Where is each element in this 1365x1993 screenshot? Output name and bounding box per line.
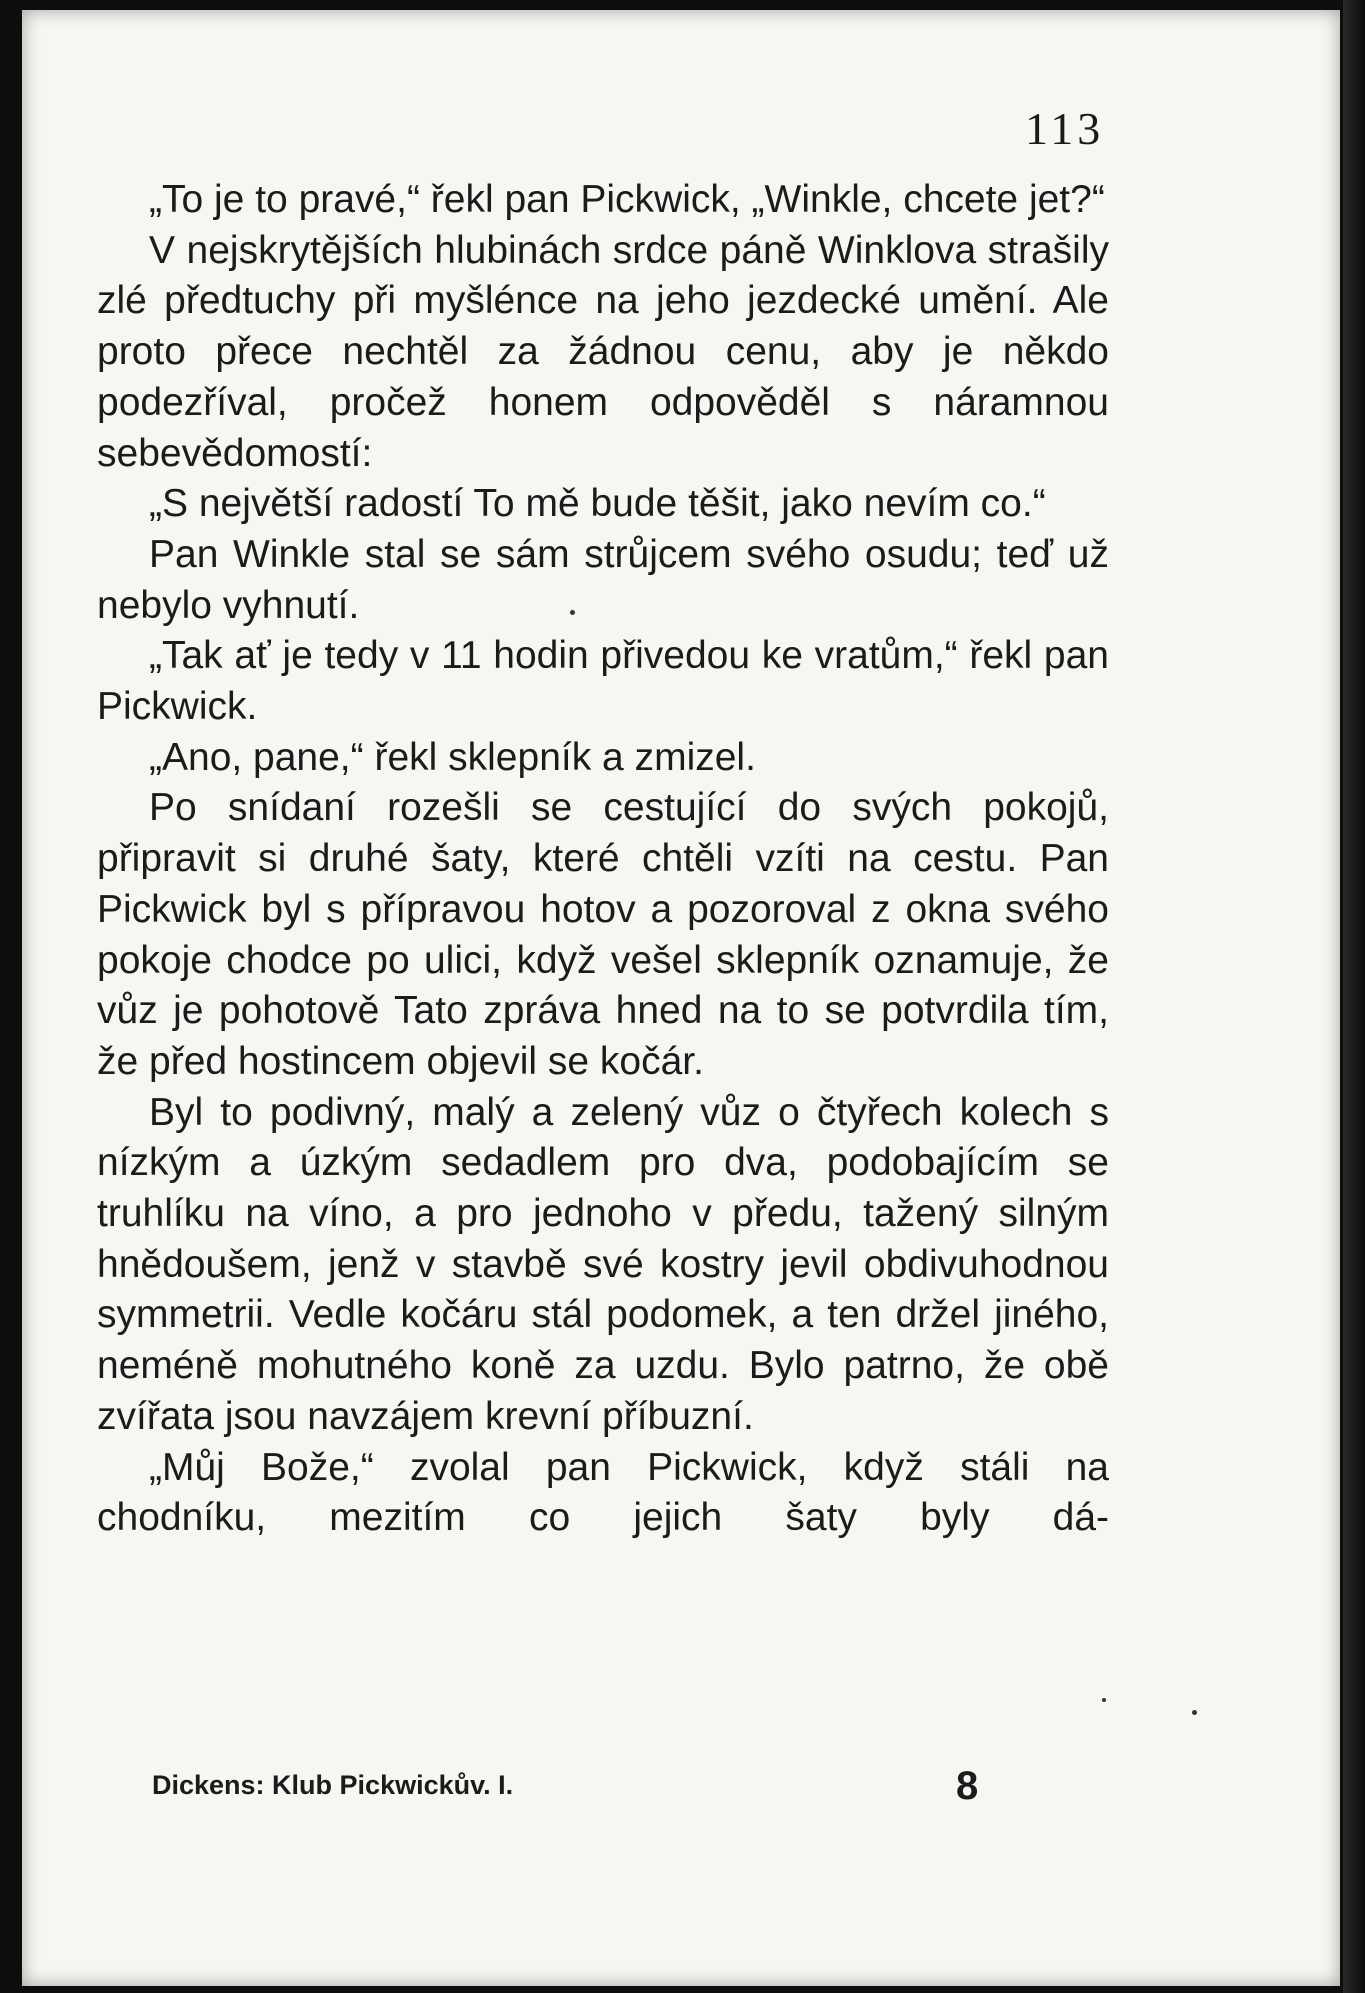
book-page [22,10,1340,1986]
scan-speck [1192,1710,1197,1715]
page-number: 113 [1025,103,1105,154]
paragraph-4: Pan Winkle stal se sám strůjcem svého osudu; teď už nebylo vyhnutí. [97,532,1109,627]
paragraph-9: „Můj Bože,“ zvolal pan Pickwick, když stáli na chodníku, mezitím co jejich šaty byly dá- [97,1445,1109,1540]
printer-signature: Dickens: Klub Pickwickův. I. [152,1770,514,1800]
paragraph-5: „Tak ať je tedy v 11 hodin přivedou ke vratům,“ řekl pan Pickwick. [97,634,1109,729]
paragraph-7: Po snídaní rozešli se cestující do svých pokojů, připravit si druhé šaty, které chtěli vzíti na cestu. Pan Pickwick byl s přípravou hotov a pozoroval z okna svého pokoje chodce po ulici, když vešel sklepník oznamuje, že vůz je pohotově Tato zpráva hned na to se potvrdila tím, že před hostincem objevil se kočár. [97,786,1109,1083]
scan-border [1343,0,1365,1993]
paragraph-8: Byl to podivný, malý a zelený vůz o čtyřech kolech s nízkým a úzkým sedadlem pro dva, podobajícím se truhlíku na víno, a pro jednoho v předu, tažený silným hnědoušem, jenž v stavbě své kostry jevil obdivuhodnou symmetrii. Vedle kočáru stál podomek, a ten držel jiného, neméně mohutného koně za uzdu. Bylo patrno, že obě zvířata jsou navzájem krevní příbuzní. [97,1090,1109,1438]
sheet-number: 8 [956,1764,979,1808]
scan-speck [570,610,575,615]
paragraph-6: „Ano, pane,“ řekl sklepník a zmizel. [149,735,756,779]
paragraph-2: V nejskrytějších hlubinách srdce páně Winklova strašily zlé předtuchy při myšlénce na jeho jezdecké umění. Ale proto přece nechtěl za žádnou cenu, aby je někdo podezříval, pročež honem odpověděl s náramnou sebevědomostí: [97,228,1109,475]
scan-speck [1102,1698,1106,1702]
body-text [97,175,1109,1544]
paragraph-1: „To je to pravé,“ řekl pan Pickwick, „Winkle, chcete jet?“ [149,178,1105,221]
paragraph-3: „S největší radostí To mě bude těšit, jako nevím co.“ [149,482,1046,526]
